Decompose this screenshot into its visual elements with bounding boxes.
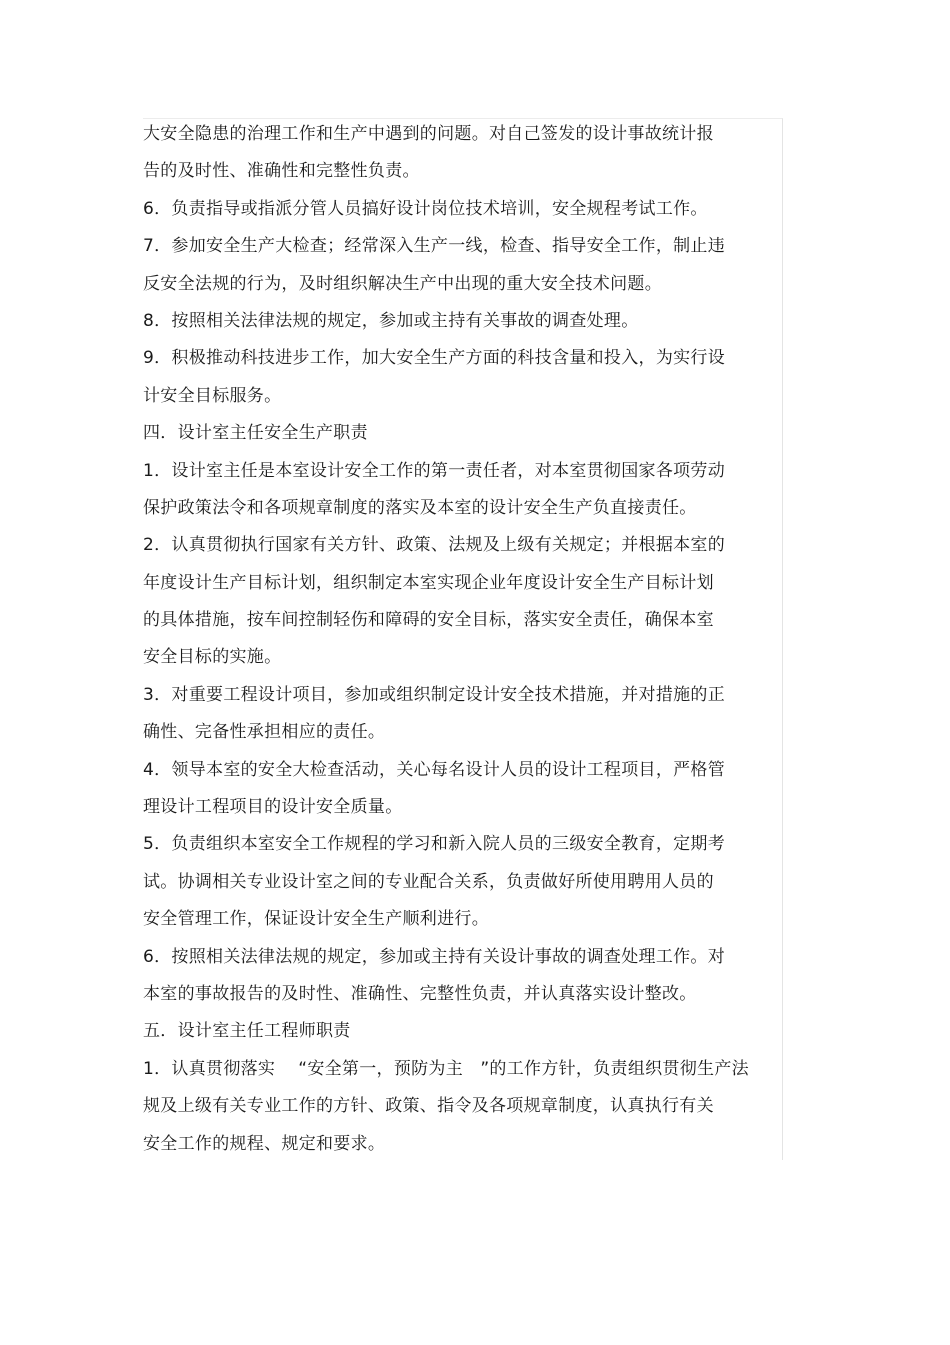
text-line: 安全目标的实施。	[143, 647, 282, 668]
text-line: 7．参加安全生产大检查；经常深入生产一线，检查、指导安全工作，制止违	[143, 236, 726, 257]
text-line: 确性、完备性承担相应的责任。	[143, 722, 386, 743]
text-line: 本室的事故报告的及时性、准确性、完整性负责，并认真落实设计整改。	[143, 983, 697, 1004]
text-line: 大安全隐患的治理工作和生产中遇到的问题。对自己签发的设计事故统计报	[143, 124, 714, 144]
text-line: 计安全目标服务。	[143, 385, 282, 406]
text-line: 6．负责指导或指派分管人员搞好设计岗位技术培训，安全规程考试工作。	[143, 198, 708, 219]
text-line: 1．设计室主任是本室设计安全工作的第一责任者，对本室贯彻国家各项劳动	[143, 460, 726, 481]
text-line: 4．领导本室的安全大检查活动，关心每名设计人员的设计工程项目，严格管	[143, 759, 726, 780]
text-line: 理设计工程项目的设计安全质量。	[143, 797, 403, 818]
text-line: 的具体措施，按车间控制轻伤和障碍的安全目标，落实安全责任，确保本室	[143, 610, 714, 631]
text-line: 6．按照相关法律法规的规定，参加或主持有关设计事故的调查处理工作。对	[143, 946, 726, 967]
text-line: 安全工作的规程、规定和要求。	[143, 1133, 386, 1154]
text-line: 安全管理工作，保证设计安全生产顺利进行。	[143, 909, 489, 930]
text-line: 反安全法规的行为，及时组织解决生产中出现的重大安全技术问题。	[143, 273, 662, 294]
text-line: 3．对重要工程设计项目，参加或组织制定设计安全技术措施，并对措施的正	[143, 684, 726, 705]
text-line: 8．按照相关法律法规的规定，参加或主持有关事故的调查处理。	[143, 310, 639, 331]
text-line: 规及上级有关专业工作的方针、政策、指令及各项规章制度，认真执行有关	[143, 1096, 714, 1117]
text-line: 年度设计生产目标计划，组织制定本室实现企业年度设计安全生产目标计划	[143, 572, 714, 593]
text-line: 1．认真贯彻落实 “安全第一，预防为主 ”的工作方针，负责组织贯彻生产法	[143, 1058, 749, 1079]
text-line: 2．认真贯彻执行国家有关方针、政策、法规及上级有关规定；并根据本室的	[143, 535, 726, 556]
text-line: 保护政策法令和各项规章制度的落实及本室的设计安全生产负直接责任。	[143, 497, 697, 518]
text-line: 试。协调相关专业设计室之间的专业配合关系，负责做好所使用聘用人员的	[143, 871, 714, 892]
text-line: 5．负责组织本室安全工作规程的学习和新入院人员的三级安全教育，定期考	[143, 834, 726, 855]
section-heading: 五．设计室主任工程师职责	[143, 1021, 351, 1042]
document-body	[143, 116, 773, 1163]
text-line: 9．积极推动科技进步工作，加大安全生产方面的科技含量和投入，为实行设	[143, 348, 726, 369]
section-heading: 四．设计室主任安全生产职责	[143, 423, 368, 444]
text-line: 告的及时性、准确性和完整性负责。	[143, 161, 420, 182]
